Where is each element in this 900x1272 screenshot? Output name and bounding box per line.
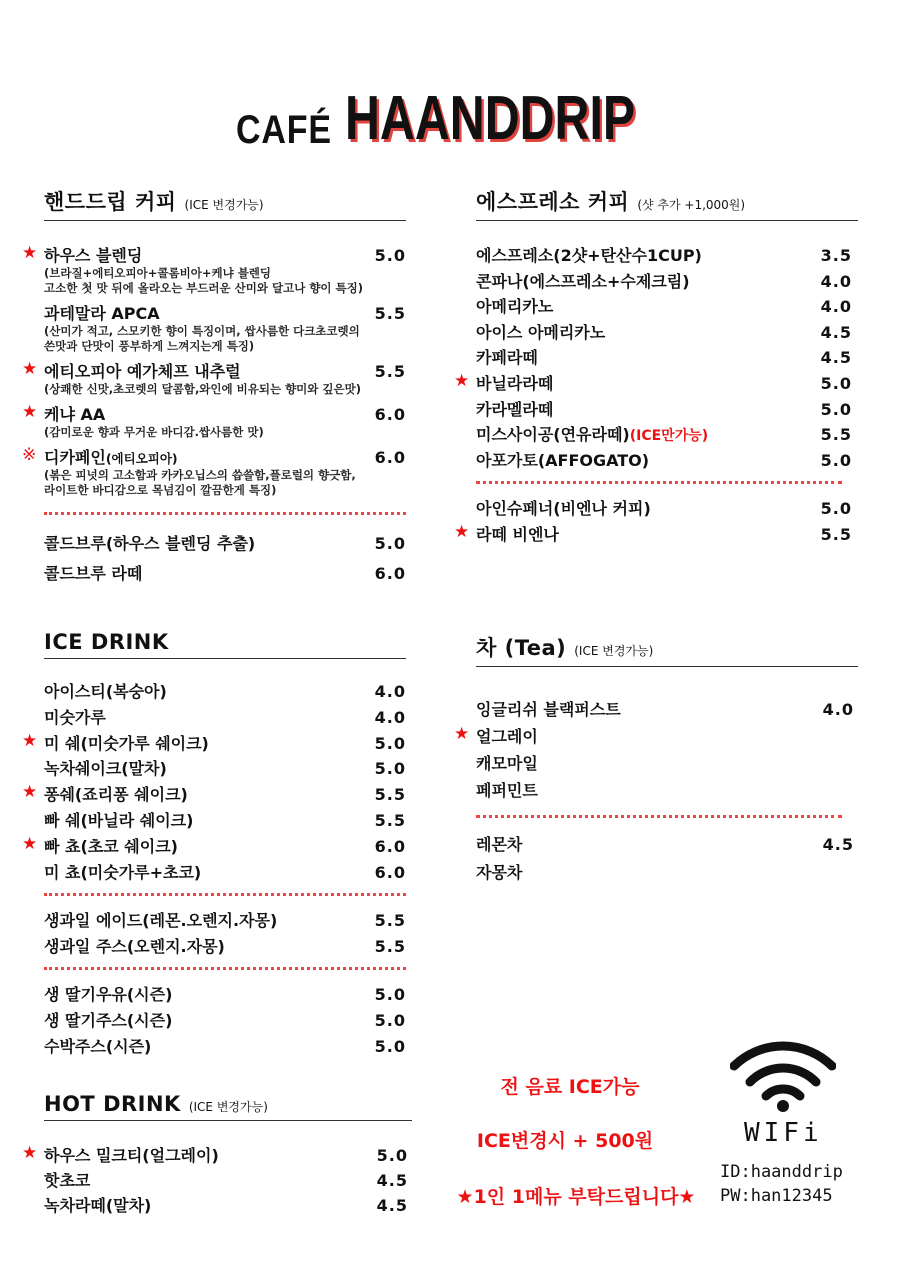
- item-price: 5.5: [820, 425, 852, 445]
- item-name: 하우스 밀크티(얼그레이): [44, 1146, 219, 1165]
- handdrip-title: 핸드드립 커피: [44, 190, 177, 214]
- menu-item: [476, 320, 852, 346]
- item-name: 라떼 비엔나: [476, 525, 559, 545]
- cafe-logo: [236, 84, 717, 153]
- star-icon: ★: [22, 730, 38, 751]
- item-name: 케냐 AA: [44, 405, 106, 424]
- item-desc: (감미로운 향과 무거운 바디감.쌉사름한 맛): [44, 425, 264, 439]
- menu-item: [22, 833, 406, 860]
- item-name: 디카페인: [44, 448, 106, 467]
- handdrip-note: (ICE 변경가능): [184, 198, 264, 212]
- ice-drink-header: [44, 630, 406, 659]
- item-name: 콜드브루 라떼: [44, 564, 143, 583]
- item-name: 자몽차: [476, 863, 523, 882]
- menu-item: [476, 448, 852, 474]
- tea-header: [476, 632, 858, 667]
- item-name: 에스프레소(2샷+탄산수1CUP): [476, 246, 702, 265]
- item-name: 미 쵸(미숫가루+초코): [44, 862, 202, 882]
- item-price: 5.0: [820, 450, 852, 470]
- item-name: 하우스 블렌딩: [44, 246, 143, 265]
- item-price: 5.5: [374, 936, 406, 956]
- item-name: 아포가토(AFFOGATO): [476, 450, 650, 470]
- wifi-label: WIFi: [744, 1118, 823, 1148]
- espresso-section: [454, 186, 858, 548]
- menu-item: [44, 808, 406, 834]
- item-price: 5.5: [374, 304, 406, 323]
- menu-item: [22, 243, 406, 296]
- star-icon: ★: [22, 782, 38, 803]
- dotted-divider: [44, 512, 406, 515]
- item-name: 과테말라 APCA: [44, 304, 160, 323]
- menu-item: [44, 301, 406, 354]
- menu-item: [22, 730, 406, 757]
- menu-item: [454, 370, 852, 397]
- menu-item: [44, 531, 406, 561]
- promo-one-menu: ★1인 1메뉴 부탁드립니다★: [456, 1186, 696, 1208]
- espresso-header: [476, 186, 858, 221]
- menu-item: [22, 445, 406, 498]
- ice-only-note: (ICE만가능): [629, 428, 709, 445]
- menu-item: [476, 294, 852, 320]
- item-name: 아이스티(복숭아): [44, 682, 167, 701]
- star-icon: ★: [22, 359, 38, 379]
- item-desc: (산미가 적고, 스모키한 향이 특징이며, 쌉사름한 다크초코렛의: [44, 324, 360, 338]
- menu-item: [476, 751, 854, 778]
- tea-section: [454, 632, 858, 888]
- item-price: 4.5: [822, 835, 854, 854]
- handdrip-section: [22, 186, 406, 591]
- star-icon: ★: [22, 243, 38, 263]
- item-price: 5.5: [374, 785, 406, 805]
- espresso-title: 에스프레소 커피: [476, 190, 630, 214]
- menu-item: [44, 982, 406, 1008]
- menu-item: [44, 908, 406, 934]
- item-price: 4.0: [820, 297, 852, 317]
- item-desc: 고소한 첫 맛 뒤에 올라오는 부드러운 산미와 달고나 향이 특징): [44, 281, 364, 295]
- item-price: 6.0: [374, 405, 406, 424]
- promo-ice-surcharge: ICE변경시 + 500원: [476, 1130, 654, 1152]
- star-icon: ★: [454, 370, 470, 391]
- star-icon: ★: [22, 833, 38, 854]
- star-icon: ★: [22, 1143, 38, 1163]
- item-name: 수박주스(시즌): [44, 1036, 152, 1056]
- star-icon: ★: [454, 522, 470, 543]
- item-price: 6.0: [374, 564, 406, 583]
- item-price: 6.0: [374, 862, 406, 882]
- tea-note: (ICE 변경가능): [574, 644, 654, 658]
- item-price: 5.0: [820, 499, 852, 519]
- item-name: 얼그레이: [476, 727, 538, 746]
- item-price: 5.0: [374, 1011, 406, 1031]
- item-price: 5.5: [374, 810, 406, 830]
- promo-ice-available: 전 음료 ICE가능: [500, 1076, 640, 1098]
- item-name: 콘파나(에스프레소+수제크림): [476, 271, 690, 291]
- item-name: 바닐라라떼: [476, 373, 554, 393]
- dotted-divider: [476, 481, 842, 484]
- item-name: 녹차쉐이크(말차): [44, 759, 167, 779]
- item-price: 4.0: [374, 682, 406, 701]
- menu-item: [44, 705, 406, 731]
- menu-item: [22, 782, 406, 808]
- item-price: 5.0: [820, 399, 852, 419]
- item-desc: (브라질+에티오피아+콜롬비아+케냐 블렌딩: [44, 266, 272, 280]
- star-icon: ★: [454, 724, 470, 744]
- menu-item: [44, 1168, 408, 1193]
- item-name: 콜드브루(하우스 블렌딩 추출): [44, 534, 256, 553]
- menu-item: [44, 934, 406, 960]
- dotted-divider: [44, 967, 406, 970]
- menu-item: [44, 561, 406, 591]
- item-name: 페퍼민트: [476, 781, 538, 800]
- menu-item: [44, 1034, 406, 1060]
- dotted-divider: [44, 893, 406, 896]
- item-name: 퐁쉐(죠리퐁 쉐이크): [44, 785, 188, 805]
- item-price: 5.0: [820, 373, 852, 393]
- menu-item: [44, 679, 406, 705]
- item-price: 5.0: [376, 1146, 408, 1165]
- item-price: 4.5: [376, 1196, 408, 1215]
- menu-item: [476, 832, 854, 860]
- item-name: 잉글리쉬 블랙퍼스트: [476, 700, 621, 719]
- menu-item: [476, 397, 852, 423]
- item-price: 5.5: [374, 362, 406, 381]
- item-name: 빠 쵸(초코 쉐이크): [44, 836, 178, 856]
- menu-item: [22, 402, 406, 440]
- item-desc: 쓴맛과 단맛이 풍부하게 느껴지는게 특징): [44, 339, 255, 353]
- menu-item: [476, 697, 854, 724]
- item-price: 4.5: [376, 1171, 408, 1190]
- menu-item: [22, 359, 406, 397]
- menu-item: [476, 345, 852, 371]
- item-price: 5.0: [374, 733, 406, 753]
- item-price: 5.5: [820, 525, 852, 545]
- ice-drink-title: ICE DRINK: [44, 630, 169, 654]
- item-price: 4.0: [820, 271, 852, 291]
- star-icon: ★: [22, 402, 38, 422]
- logo-cafe-text: CAFÉ: [236, 108, 332, 152]
- menu-item: [454, 724, 854, 751]
- item-name: 생과일 주스(오렌지.자몽): [44, 936, 225, 956]
- item-price: 5.0: [374, 534, 406, 553]
- item-price: 6.0: [374, 448, 406, 467]
- wifi-id: ID:haanddrip: [720, 1162, 843, 1182]
- item-name: 아인슈페너(비엔나 커피): [476, 499, 651, 519]
- tea-title: 차 (Tea): [476, 636, 567, 660]
- item-desc: (볶은 피넛의 고소함과 카카오닙스의 씁쓸함,플로럴의 향긋함,: [44, 468, 356, 482]
- hot-drink-section: [22, 1092, 412, 1218]
- menu-item: [476, 496, 852, 522]
- item-name: 미 쉐(미숫가루 쉐이크): [44, 733, 209, 753]
- item-name: 아메리카노: [476, 297, 554, 317]
- hot-drink-header: [44, 1092, 412, 1121]
- reference-mark-icon: ※: [22, 445, 37, 465]
- item-price: 4.0: [822, 700, 854, 719]
- item-price: 4.5: [820, 322, 852, 342]
- menu-item: [44, 860, 406, 886]
- ice-drink-section: [22, 630, 406, 1060]
- espresso-note: (샷 추가 +1,000원): [637, 198, 746, 212]
- handdrip-header: [44, 186, 406, 221]
- item-name: 레몬차: [476, 835, 523, 854]
- item-price: 6.0: [374, 836, 406, 856]
- item-price: 5.5: [374, 911, 406, 931]
- hot-drink-title: HOT DRINK: [44, 1092, 181, 1116]
- menu-item: [454, 522, 852, 548]
- item-name: 미스사이공(연유라떼): [476, 425, 630, 445]
- item-name: 미숫가루: [44, 707, 106, 727]
- item-desc: (상쾌한 신맛,초코렛의 달콤함,와인에 비유되는 향미와 깊은맛): [44, 382, 361, 396]
- menu-item: [44, 1008, 406, 1034]
- item-price: 5.0: [374, 985, 406, 1005]
- item-name: 빠 쉐(바닐라 쉐이크): [44, 810, 194, 830]
- item-price: 5.0: [374, 1036, 406, 1056]
- item-name: 생 딸기주스(시즌): [44, 1011, 173, 1031]
- logo-brand-text: HAANDDRIP: [344, 84, 636, 153]
- item-price: 5.0: [374, 759, 406, 779]
- item-name: 핫초코: [44, 1171, 91, 1190]
- item-desc: 라이트한 바디감으로 목넘김이 깔끔한게 특징): [44, 483, 277, 497]
- menu-item: [476, 778, 854, 805]
- item-price: 4.5: [820, 348, 852, 368]
- item-name-sub: (에티오피아): [105, 451, 178, 466]
- wifi-password: PW:han12345: [720, 1186, 833, 1206]
- wifi-icon: [730, 1036, 836, 1112]
- item-name: 아이스 아메리카노: [476, 322, 606, 342]
- menu-item: [476, 269, 852, 295]
- menu-item: [476, 243, 852, 269]
- menu-item: [476, 422, 852, 448]
- item-name: 카라멜라떼: [476, 399, 554, 419]
- hot-drink-note: (ICE 변경가능): [188, 1100, 268, 1114]
- item-name: 생과일 에이드(레몬.오렌지.자몽): [44, 911, 278, 931]
- item-name: 카페라떼: [476, 348, 538, 368]
- item-name: 캐모마일: [476, 754, 538, 773]
- dotted-divider: [476, 815, 842, 818]
- item-name: 에티오피아 예가체프 내추럴: [44, 362, 241, 381]
- item-name: 생 딸기우유(시즌): [44, 985, 173, 1005]
- item-price: 3.5: [820, 246, 852, 265]
- menu-item: [476, 860, 854, 888]
- item-price: 4.0: [374, 707, 406, 727]
- menu-item: [22, 1143, 408, 1168]
- item-name: 녹차라떼(말차): [44, 1196, 152, 1215]
- menu-item: [44, 756, 406, 782]
- item-price: 5.0: [374, 246, 406, 265]
- menu-item: [44, 1193, 408, 1218]
